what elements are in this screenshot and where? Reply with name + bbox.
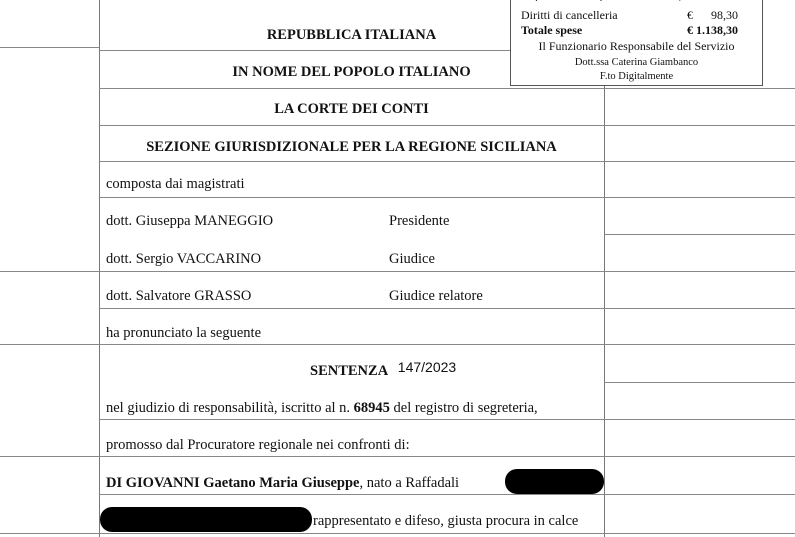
sentence-label: SENTENZA (310, 363, 389, 379)
pronounced-text: ha pronunciato la seguente (106, 325, 262, 341)
row-rule (99, 125, 795, 126)
judge-name: dott. Salvatore GRASSO (106, 288, 252, 304)
judge-role: Giudice (389, 251, 435, 267)
sentence-heading (310, 361, 456, 380)
redaction-bar (100, 507, 312, 532)
defendant-name: DI GIOVANNI Gaetano Maria Giuseppe (106, 475, 360, 491)
fees-stamp (510, 0, 763, 86)
row-rule (99, 494, 795, 495)
header-in-name: IN NOME DEL POPOLO ITALIANO (232, 64, 471, 80)
registry-line (106, 399, 538, 417)
judge-row (106, 287, 586, 305)
fee-row-total (521, 23, 752, 38)
composed-text: composta dai magistrati (106, 176, 245, 192)
header-republic: REPUBBLICA ITALIANA (266, 27, 437, 43)
row-rule (99, 50, 510, 51)
fee-cut-line (521, 0, 752, 1)
registry-pre: nel giudizio di responsabilità, iscritto al n. (106, 400, 354, 416)
row-rule (99, 88, 795, 89)
header-court: LA CORTE DEI CONTI (274, 101, 429, 117)
judge-name: dott. Giuseppa MANEGGIO (106, 213, 274, 229)
registry-number: 68945 (353, 400, 390, 416)
fee-officer: Il Funzionario Responsabile del Servizio (538, 39, 735, 53)
fee-currency: € (687, 8, 693, 22)
row-rule (604, 382, 795, 383)
row-rule (99, 419, 795, 420)
fee-officer-name: Dott.ssa Caterina Giambanco (574, 57, 699, 68)
redaction-bar (505, 469, 604, 494)
judge-name: dott. Sergio VACCARINO (106, 251, 262, 267)
defendant-birth: , nato a Raffadali (359, 475, 460, 491)
header-section: SEZIONE GIURISDIZIONALE PER LA REGIONE SICILIANA (146, 139, 557, 155)
judge-role: Presidente (389, 213, 450, 229)
judge-role: Giudice relatore (389, 288, 483, 304)
row-rule (0, 271, 795, 272)
defendant-line (106, 474, 459, 492)
row-rule (0, 344, 795, 345)
fee-signed: F.to Digitalmente (599, 71, 674, 82)
promoted-line: promosso dal Procuratore regionale nei confronti di: (106, 437, 410, 453)
row-rule (99, 308, 795, 309)
row-rule (99, 161, 795, 162)
judge-row (106, 250, 586, 268)
row-rule (0, 456, 795, 457)
row-rule (99, 197, 795, 198)
registry-post: del registro di segreteria, (389, 400, 538, 416)
row-rule (0, 533, 795, 534)
fee-value: 98,30 (711, 8, 738, 22)
sentence-number: 147/2023 (397, 359, 457, 375)
fee-label: Diritti di cancelleria (521, 8, 618, 22)
row-rule (0, 47, 99, 48)
fee-total-label: Totale spese (521, 23, 583, 37)
row-rule (604, 234, 795, 235)
fee-total-value: € 1.138,30 (687, 23, 738, 37)
represented-line: rappresentato e difeso, giusta procura in calce (313, 513, 579, 529)
judge-row (106, 212, 586, 230)
fee-row-chancery (521, 8, 752, 23)
